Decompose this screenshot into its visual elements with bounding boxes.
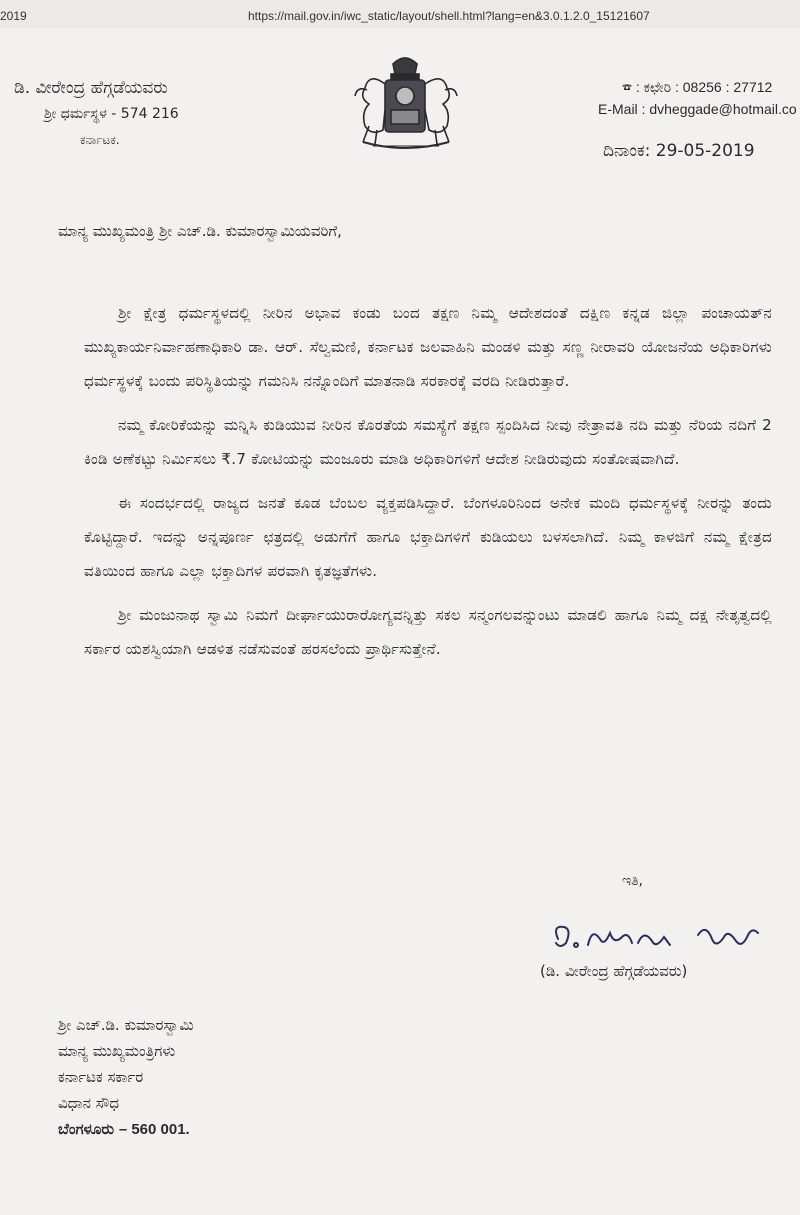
recipient-pincode: – 560 001. [118, 1121, 190, 1138]
recipient-address [58, 1012, 194, 1143]
letterhead-sender [14, 75, 179, 153]
recipient-city-line [58, 1116, 194, 1143]
office-phone: ☎ : ಕಛೇರಿ : 08256 : 27712 [622, 79, 773, 95]
body-paragraph: ಶ್ರೀ ಕ್ಷೇತ್ರ ಧರ್ಮಸ್ಥಳದಲ್ಲಿ ನೀರಿನ ಅಭಾವ ಕಂಡು ಬಂದ ತಕ್ಷಣ ನಿಮ್ಮ ಆದೇಶದಂತೆ ದಕ್ಷಿಣ ಕನ್ನಡ ಜಿಲ್ಲಾ ಪಂಚಾಯತ್‌ನ ಮುಖ್ಯಕಾರ್ಯನಿರ್ವಾಹಣಾಧಿಕಾರಿ ಡಾ. ಆರ್. ಸೆಲ್ವಮಣಿ, ಕರ್ನಾಟಕ ಜಲವಾಹಿನಿ ಮಂಡಳಿ ಮತ್ತು ಸಣ್ಣ ನೀರಾವರಿ ಯೋಜನೆಯ ಅಧಿಕಾರಿಗಳು ಧರ್ಮಸ್ಥಳಕ್ಕೆ ಬಂದು ಪರಿಸ್ಥಿತಿಯನ್ನು ಗಮನಿಸಿ ನನ್ನೊಂದಿಗೆ ಮಾತನಾಡಿ ಸರಕಾರಕ್ಕೆ ವರದಿ ನೀಡಿರುತ್ತಾರೆ. [84, 304, 772, 390]
closing-word: ಇತಿ, [622, 873, 643, 889]
recipient-line: ಶ್ರೀ ಎಚ್.ಡಿ. ಕುಮಾರಸ್ವಾಮಿ [58, 1016, 194, 1034]
letter-date: ದಿನಾಂಕ: 29-05-2019 [603, 141, 755, 161]
contact-email: E-Mail : dvheggade@hotmail.co [598, 101, 797, 117]
royal-crest-emblem-icon [343, 50, 468, 158]
signatory-name: (ಡಿ. ವೀರೇಂದ್ರ ಹೆಗ್ಗಡೆಯವರು) [540, 962, 688, 980]
letterhead-contact [598, 76, 797, 120]
print-header-url: https://mail.gov.in/iwc_static/layout/shell.html?lang=en&3.0.1.2.0_15121607 [248, 9, 650, 23]
recipient-city: ಬೆಂಗಳೂರು [58, 1120, 115, 1138]
body-paragraph: ನಮ್ಮ ಕೋರಿಕೆಯನ್ನು ಮನ್ನಿಸಿ ಕುಡಿಯುವ ನೀರಿನ ಕೊರತೆಯ ಸಮಸ್ಯೆಗೆ ತಕ್ಷಣ ಸ್ಪಂದಿಸಿದ ನೀವು ನೇತ್ರಾವತಿ ನದಿ ಮತ್ತು ನೆರಿಯ ನದಿಗೆ 2 ಕಿಂಡಿ ಅಣೆಕಟ್ಟು ನಿರ್ಮಿಸಲು ₹.7 ಕೋಟಿಯನ್ನು ಮಂಜೂರು ಮಾಡಿ ಅಧಿಕಾರಿಗಳಿಗೆ ಆದೇಶ ನೀಡಿರುವುದು ಸಂತೋಷವಾಗಿದೆ. [84, 416, 772, 468]
print-header [0, 0, 800, 28]
letter-body [84, 296, 772, 676]
handwritten-signature [548, 915, 768, 965]
sender-address-line2: ಕರ್ನಾಟಕ. [80, 133, 120, 147]
body-paragraph: ಈ ಸಂದರ್ಭದಲ್ಲಿ ರಾಜ್ಯದ ಜನತೆ ಕೂಡ ಬೆಂಬಲ ವ್ಯಕ್ತಪಡಿಸಿದ್ದಾರೆ. ಬೆಂಗಳೂರಿನಿಂದ ಅನೇಕ ಮಂದಿ ಧರ್ಮಸ್ಥಳಕ್ಕೆ ನೀರನ್ನು ತಂದು ಕೊಟ್ಟಿದ್ದಾರೆ. ಇದನ್ನು ಅನ್ನಪೂರ್ಣ ಛತ್ರದಲ್ಲಿ ಅಡುಗೆಗೆ ಹಾಗೂ ಭಕ್ತಾದಿಗಳಿಗೆ ಕುಡಿಯಲು ಬಳಸಲಾಗಿದೆ. ನಿಮ್ಮ ಕಾಳಜಿಗೆ ನಮ್ಮ ಕ್ಷೇತ್ರದ ವತಿಯಿಂದ ಹಾಗೂ ಎಲ್ಲಾ ಭಕ್ತಾದಿಗಳ ಪರವಾಗಿ ಕೃತಜ್ಞತೆಗಳು. [84, 494, 772, 580]
recipient-line: ಕರ್ನಾಟಕ ಸರ್ಕಾರ [58, 1068, 144, 1086]
sender-name: ಡಿ. ವೀರೇಂದ್ರ ಹೆಗ್ಗಡೆಯವರು [14, 78, 168, 98]
body-paragraph: ಶ್ರೀ ಮಂಜುನಾಥ ಸ್ವಾಮಿ ನಿಮಗೆ ದೀರ್ಘಾಯುರಾರೋಗ್ಯವನ್ನಿತ್ತು ಸಕಲ ಸನ್ಮಂಗಲವನ್ನುಂಟು ಮಾಡಲಿ ಹಾಗೂ ನಿಮ್ಮ ದಕ್ಷ ನೇತೃತ್ವದಲ್ಲಿ ಸರ್ಕಾರ ಯಶಸ್ವಿಯಾಗಿ ಆಡಳಿತ ನಡೆಸುವಂತೆ ಹರಸಲೆಂದು ಪ್ರಾರ್ಥಿಸುತ್ತೇನೆ. [84, 606, 772, 658]
sender-address-line1: ಶ್ರೀ ಧರ್ಮಸ್ಥಳ - 574 216 [44, 106, 179, 122]
recipient-line: ವಿಧಾನ ಸೌಧ [58, 1094, 120, 1112]
print-header-year: 2019 [0, 9, 27, 23]
recipient-line: ಮಾನ್ಯ ಮುಖ್ಯಮಂತ್ರಿಗಳು [58, 1042, 176, 1060]
salutation: ಮಾನ್ಯ ಮುಖ್ಯಮಂತ್ರಿ ಶ್ರೀ ಎಚ್.ಡಿ. ಕುಮಾರಸ್ವಾಮಿಯವರಿಗೆ, [58, 222, 342, 240]
